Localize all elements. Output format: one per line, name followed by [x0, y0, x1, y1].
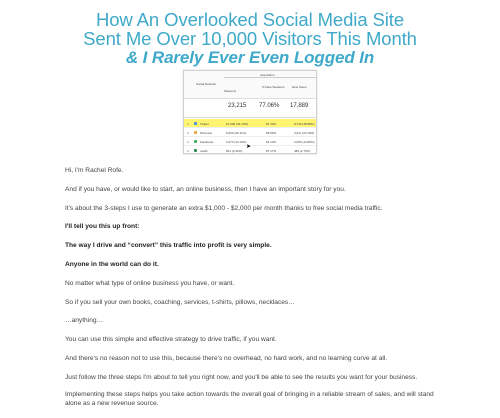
row-pct: 59.56% — [266, 131, 277, 135]
paragraph: Hi, I'm Rachel Rofe. — [65, 167, 124, 174]
col-new-sessions: % New Sessions — [262, 85, 285, 89]
bold-paragraph: Anyone in the world can do it. — [65, 260, 159, 268]
group-acquisition: Acquisition — [260, 73, 275, 77]
paragraph: And if you have, or would like to start, an online business, then I have an important story for you. — [65, 185, 346, 193]
headline — [0, 10, 500, 68]
row-pct: 87.40% — [266, 122, 277, 126]
article-body — [65, 166, 437, 418]
row-sessions: 3,273 (14.10%) — [226, 140, 247, 144]
row-num: 2. — [187, 131, 190, 135]
row-num: 1. — [187, 122, 190, 126]
row-pct: 87.17% — [266, 149, 277, 153]
row-pct: 81.14% — [266, 140, 277, 144]
total-sessions: 23,215 — [228, 103, 247, 109]
analytics-row — [184, 128, 316, 137]
bold-paragraph: The way I drive and “convert” this traffic into profit is very simple. — [65, 242, 272, 250]
row-users: 3,611 (20.19%) — [294, 131, 315, 135]
row-name: Pinterest — [200, 131, 212, 135]
col-sessions: Sessions — [224, 89, 237, 93]
mouse-cursor-icon: ➤ — [246, 144, 252, 150]
row-sessions: 10,006 (43.10%) — [226, 122, 249, 126]
facebook-icon — [194, 140, 197, 143]
col-social-network: Social Network — [196, 82, 217, 86]
paragraph: And there's no reason not to use this, because there's no overhead, no hard work, and no learning curve at all. — [65, 354, 388, 362]
headline-line-2: Sent Me Over 10,000 Visitors This Month — [83, 28, 417, 49]
row-users: 8,745 (48.88%) — [294, 122, 315, 126]
total-new-sessions: 77.06% — [259, 103, 280, 109]
col-new-users: New Users — [292, 85, 307, 89]
pinterest-icon — [194, 131, 197, 134]
reddit-icon — [194, 149, 197, 152]
row-sessions: 6,062 (26.11%) — [226, 131, 247, 135]
analytics-totals — [184, 100, 316, 118]
group-divider — [224, 77, 316, 78]
total-new-users: 17,889 — [290, 103, 309, 109]
row-name: reddit — [200, 149, 208, 153]
bold-paragraph: I'll tell you this up front: — [65, 223, 140, 231]
twitter-icon — [194, 122, 197, 125]
paragraph: So if you sell your own books, coaching, services, t-shirts, pillows, necklaces… — [65, 298, 295, 306]
row-num: 3. — [187, 140, 190, 144]
analytics-screenshot — [183, 70, 317, 154]
row-name: Facebook — [200, 140, 214, 144]
paragraph: You can use this simple and effective strategy to drive traffic, if you want. — [65, 336, 277, 344]
paragraph: It's about the 3-steps I use to generate an extra $1,000 - $2,000 per month thanks to free social media traffic. — [65, 204, 383, 212]
analytics-row — [184, 119, 316, 128]
row-sessions: 561 (2.42%) — [226, 149, 243, 153]
row-users: 489 (2.73%) — [294, 149, 311, 153]
paragraph: …anything… — [65, 317, 104, 325]
analytics-header — [184, 71, 316, 99]
row-name: Twitter — [200, 122, 209, 126]
paragraph: Implementing these steps helps you take action towards the overall goal of bringing in a reliable stream of sales, and will stand alone as a new revenue source. — [65, 391, 434, 408]
row-users: 2,656 (14.85%) — [294, 140, 315, 144]
headline-line-1: How An Overlooked Social Media Site — [95, 9, 405, 30]
paragraph: Just follow the three steps I'm about to tell you right now, and you'll be able to see the results you want for your business. — [65, 373, 418, 381]
headline-line-3: & I Rarely Ever Even Logged In — [125, 48, 375, 67]
paragraph: No matter what type of online business you have, or want. — [65, 279, 235, 287]
row-num: 4. — [187, 149, 190, 153]
